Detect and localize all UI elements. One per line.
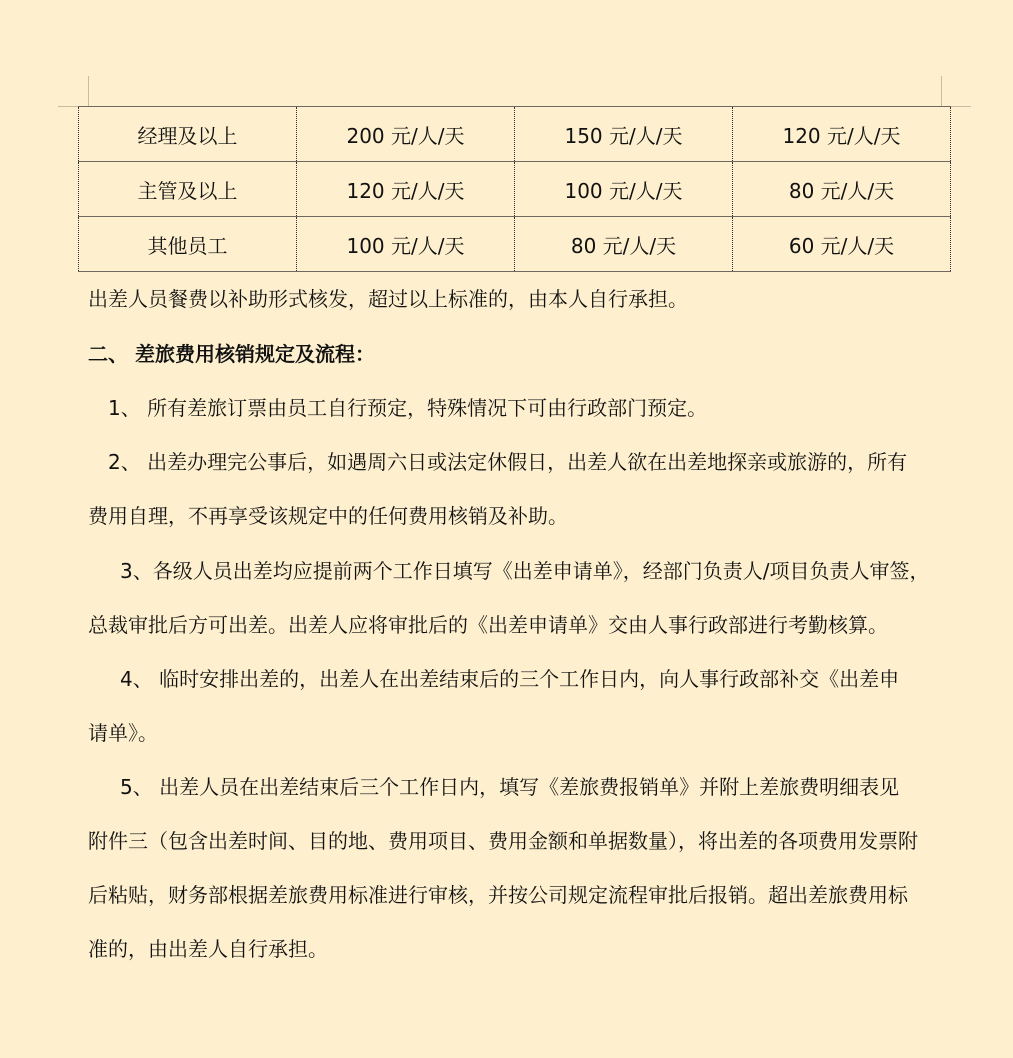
table-cell: 60 元/人/天 xyxy=(733,217,951,272)
table-cell: 80 元/人/天 xyxy=(733,162,951,217)
list-item-2-line-2: 费用自理，不再享受该规定中的任何费用核销及补助。 xyxy=(88,504,568,528)
meal-allowance-table xyxy=(78,106,951,272)
table-cell-level: 主管及以上 xyxy=(79,162,297,217)
table-cell: 100 元/人/天 xyxy=(297,217,515,272)
table-cell: 120 元/人/天 xyxy=(733,107,951,162)
list-item-3-line-1: 3、各级人员出差均应提前两个工作日填写《出差申请单》，经部门负责人/项目负责人审签， xyxy=(120,559,930,583)
list-item-4-line-1: 4、 临时安排出差的，出差人在出差结束后的三个工作日内，向人事行政部补交《出差申 xyxy=(120,667,900,691)
margin-mark-left-vertical xyxy=(88,76,89,106)
table-cell: 120 元/人/天 xyxy=(297,162,515,217)
list-item-5-line-1: 5、 出差人员在出差结束后三个工作日内，填写《差旅费报销单》并附上差旅费明细表见 xyxy=(120,775,900,799)
meal-allowance-note: 出差人员餐费以补助形式核发，超过以上标准的，由本人自行承担。 xyxy=(88,287,688,311)
list-item-1-line-1: 1、 所有差旅订票由员工自行预定，特殊情况下可由行政部门预定。 xyxy=(108,396,708,420)
list-item-5-line-4: 准的，由出差人自行承担。 xyxy=(88,937,328,961)
list-item-3-line-2: 总裁审批后方可出差。出差人应将审批后的《出差申请单》交由人事行政部进行考勤核算。 xyxy=(88,613,888,637)
section-heading: 二、 差旅费用核销规定及流程： xyxy=(88,342,375,366)
margin-mark-right-vertical xyxy=(941,76,942,106)
table-cell-level: 其他员工 xyxy=(79,217,297,272)
table-row xyxy=(79,107,951,162)
list-item-5-line-3: 后粘贴，财务部根据差旅费用标准进行审核，并按公司规定流程审批后报销。超出差旅费用标 xyxy=(88,883,908,907)
table-cell: 80 元/人/天 xyxy=(515,217,733,272)
list-item-2-line-1: 2、 出差办理完公事后，如遇周六日或法定休假日，出差人欲在出差地探亲或旅游的，所有 xyxy=(108,450,908,474)
table-cell: 100 元/人/天 xyxy=(515,162,733,217)
table-cell: 200 元/人/天 xyxy=(297,107,515,162)
table-cell-level: 经理及以上 xyxy=(79,107,297,162)
table-cell: 150 元/人/天 xyxy=(515,107,733,162)
table-row xyxy=(79,162,951,217)
list-item-5-line-2: 附件三（包含出差时间、目的地、费用项目、费用金额和单据数量），将出差的各项费用发票附 xyxy=(88,829,918,853)
list-item-4-line-2: 请单》。 xyxy=(88,721,158,745)
table-row xyxy=(79,217,951,272)
